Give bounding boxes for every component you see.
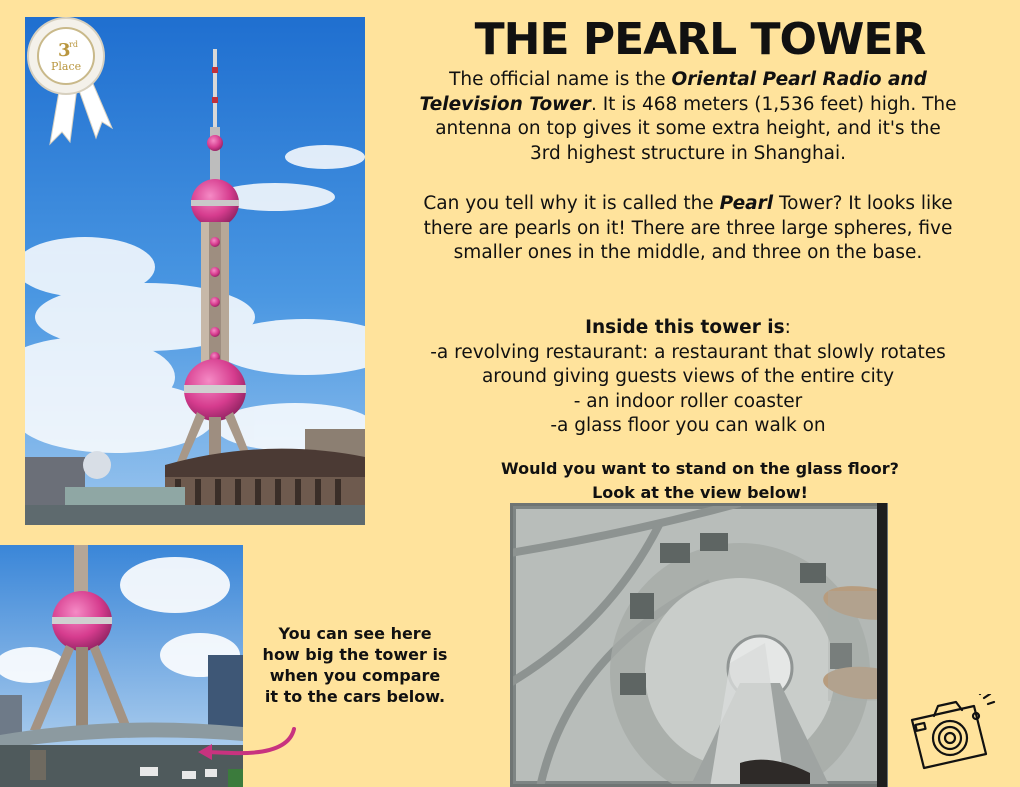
page-title: THE PEARL TOWER (474, 14, 926, 65)
inside-item: - an indoor roller coaster (573, 390, 803, 412)
inside-item: -a revolving restaurant: a restaurant that slowly rotates around giving guests views of the entire city (430, 341, 946, 387)
ribbon-word: Place (51, 60, 82, 73)
intro-post: . It is 468 meters (1,536 feet) high. The antenna on top gives it some extra height, and it's the 3rd highest structure in Shanghai. (435, 93, 957, 164)
inside-colon: : (784, 317, 791, 338)
intro-pre: The official name is the (449, 69, 672, 90)
inside-heading: Inside this tower is (585, 317, 785, 338)
pearl-word: Pearl (719, 193, 774, 214)
inside-list (418, 316, 958, 439)
ribbon-number: 3 (58, 40, 71, 61)
question-line-1: Would you want to stand on the glass floor? (501, 459, 899, 478)
pearl-pre: Can you tell why it is called the (423, 193, 720, 214)
pearl-paragraph (418, 192, 958, 266)
ribbon-icon (22, 14, 114, 156)
question-line-2: Look at the view below! (592, 483, 808, 502)
camera-icon (906, 694, 996, 770)
arrow-icon (192, 725, 304, 770)
photo-caption: You can see here how big the tower is when you compare it to the cars below. (262, 624, 448, 706)
glass-floor-photo (510, 503, 888, 787)
pearl-post: Tower? It looks like there are pearls on it! There are three large spheres, five smaller ones in the middle, and three on the base. (423, 193, 953, 263)
glass-floor-question (470, 457, 930, 505)
intro-paragraph (418, 68, 958, 166)
inside-item: -a glass floor you can walk on (550, 415, 826, 436)
ribbon-suffix: rd (69, 40, 78, 49)
official-name: Oriental Pearl Radio and Television Tower (419, 69, 927, 115)
